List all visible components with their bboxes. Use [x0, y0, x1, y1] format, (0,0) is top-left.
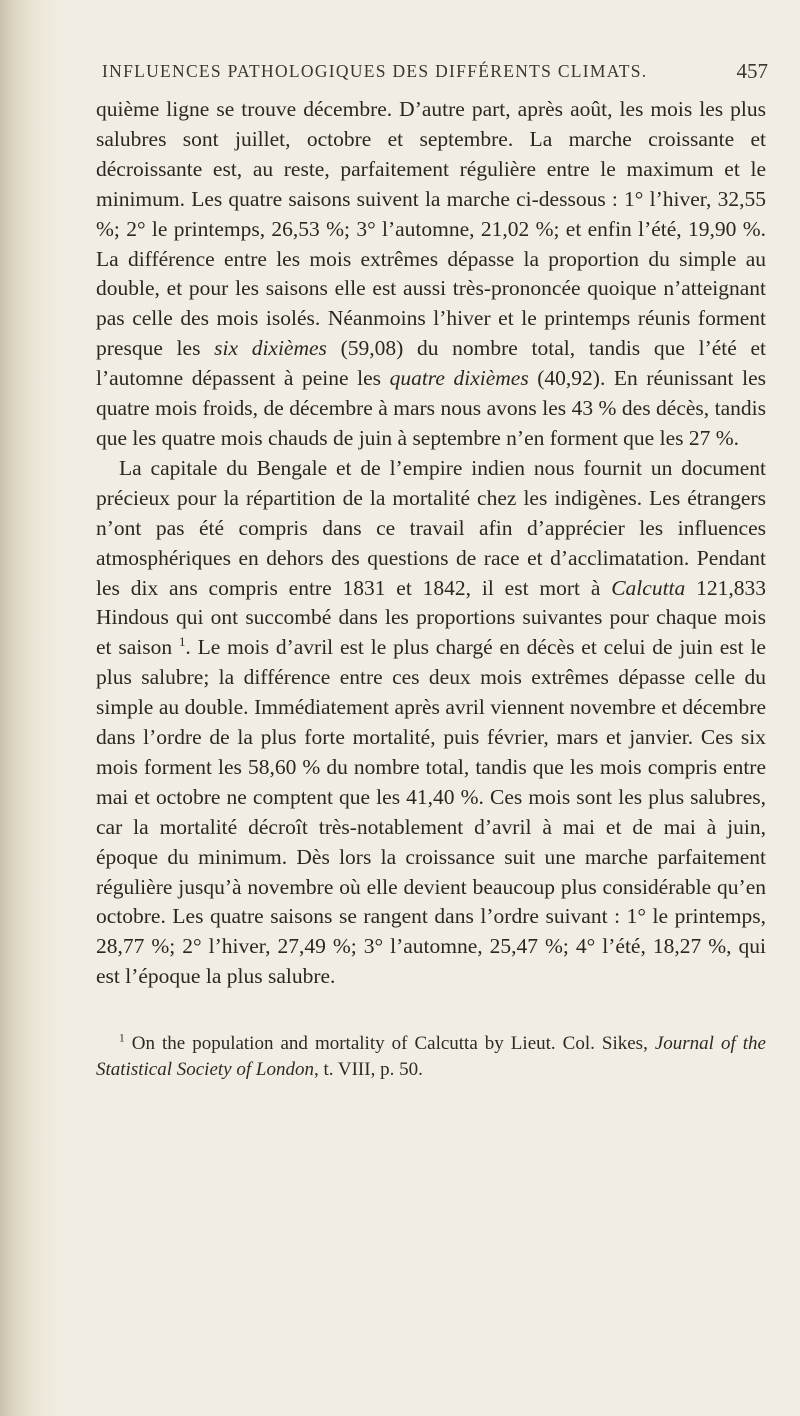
italic-text: six dixièmes	[214, 336, 327, 361]
italic-text: quatre dixièmes	[389, 366, 529, 391]
text-run: On the population and mortality of Calcutta by Lieut. Col. Sikes,	[124, 1033, 655, 1055]
text-run: (59,08) du nombre total, tandis que l’été et l’automne dépassent à peine les	[96, 336, 766, 391]
running-title: INFLUENCES PATHOLOGIQUES DES DIFFÉRENTS CLIMATS.	[102, 61, 648, 81]
paragraph-2	[96, 454, 766, 992]
paragraph-1	[96, 95, 766, 454]
footnote	[96, 1031, 766, 1083]
body-text	[96, 95, 766, 992]
page-binding-shadow	[0, 0, 60, 1416]
italic-text: Calcutta	[611, 575, 686, 600]
page-number: 457	[736, 59, 768, 83]
text-run: 121,833 Hindous qui ont succombé dans les proportions suivantes pour chaque mois et saison	[96, 575, 766, 660]
footnote-marker: 1	[119, 1032, 125, 1045]
text-run: quième ligne se trouve décembre. D’autre part, après août, les mois les plus salubres sont juillet, octobre et septembre. La marche croissante et décroissante est, au reste, parfaitement régulière entre le maximum et le minimum. Les quatre saisons suivent la marche ci-dessous : 1° l’hiver, 32,55 %; 2° le printemps, 26,53 %; 3° l’automne, 21,02 %; et enfin l’été, 19,90 %. La différence entre les mois extrêmes dépasse la proportion du simple au double, et pour les saisons elle est aussi très-prononcée quoique n’atteignant pas celle des mois isolés. Néanmoins l’hiver et le printemps réunis forment presque les	[96, 97, 766, 361]
italic-text: Journal of the Statistical Society of London	[96, 1033, 766, 1081]
running-head	[96, 61, 766, 91]
book-page	[96, 0, 766, 1102]
footnote-marker: 1	[178, 635, 186, 650]
footnote-separator	[96, 992, 766, 1012]
text-run: . Le mois d’avril est le plus chargé en décès et celui de juin est le plus salubre; la différence entre ces deux mois extrêmes dépasse celle du simple au double. Immédiatement après avril viennent novembre et décembre dans l’ordre de la plus forte mortalité, puis février, mars et janvier. Ces six mois forment les 58,60 % du nombre total, tandis que les mois compris entre mai et octobre ne comptent que les 41,40 %. Ces mois sont les plus salubres, car la mortalité décroît très-notablement d’avril à mai et de mai à juin, époque du minimum. Dès lors la croissance suit une marche parfaitement régulière jusqu’à novembre où elle devient beaucoup plus considérable qu’en octobre. Les quatre saisons se rangent dans l’ordre suivant : 1° le printemps, 28,77 %; 2° l’hiver, 27,49 %; 3° l’automne, 25,47 %; 4° l’été, 18,27 %, qui est l’époque la plus salubre.	[96, 635, 766, 989]
text-run: , t. VIII, p. 50.	[313, 1059, 423, 1081]
text-run: (40,92). En réunissant les quatre mois froids, de décembre à mars nous avons les 43 % des décès, tandis que les quatre mois chauds de juin à septembre n’en forment que les 27 %.	[96, 366, 766, 450]
text-run: La capitale du Bengale et de l’empire indien nous fournit un document précieux pour la répartition de la mortalité chez les indigènes. Les étrangers n’ont pas été compris dans ce travail afin d’apprécier les influences atmosphériques en dehors des questions de race et d’acclimatation. Pendant les dix ans compris entre 1831 et 1842, il est mort à	[96, 455, 766, 600]
